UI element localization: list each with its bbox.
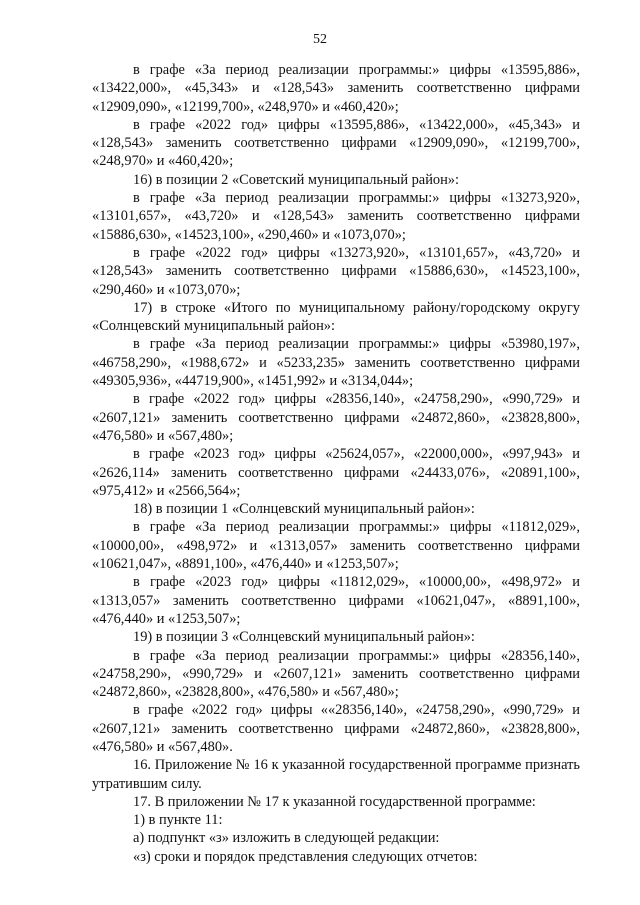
paragraph: «з) сроки и порядок представления следующих отчетов: bbox=[133, 848, 478, 865]
paragraph: 18) в позиции 1 «Солнцевский муниципальный район»: bbox=[133, 501, 475, 518]
page-number: 52 bbox=[313, 32, 327, 47]
paragraph: в графе «За период реализации программы:» цифры «11812,029», «10000,00», «498,972» и «1313,057» заменить соответственно цифрами «10621,047», «8891,100», «476,440» и «1253,507»; bbox=[92, 519, 580, 573]
paragraph: 16. Приложение № 16 к указанной государственной программе признать утратившим силу. bbox=[92, 757, 580, 792]
paragraph: в графе «За период реализации программы:» цифры «13273,920», «13101,657», «43,720» и «128,543» заменить соответственно цифрами «15886,630», «14523,100», «290,460» и «1073,070»; bbox=[92, 190, 580, 243]
paragraph: 17) в строке «Итого по муниципальному району/городскому округу «Солнцевский муниципальный район»: bbox=[92, 299, 580, 335]
paragraph: в графе «За период реализации программы:» цифры «53980,197», «46758,290», «1988,672» и «5233,235» заменить соответственно цифрами «49305,936», «44719,900», «1451,992» и «3134,044»; bbox=[92, 336, 580, 390]
paragraph: 19) в позиции 3 «Солнцевский муниципальный район»: bbox=[133, 629, 475, 646]
paragraph: в графе «2022 год» цифры «28356,140», «24758,290», «990,729» и «2607,121» заменить соответственно цифрами «24872,860», «23828,800», «476,580» и «567,480»; bbox=[92, 391, 580, 444]
paragraph: 17. В приложении № 17 к указанной государственной программе: bbox=[133, 793, 536, 810]
paragraph: в графе «За период реализации программы:» цифры «28356,140», «24758,290», «990,729» и «2607,121» заменить соответственно цифрами «24872,860», «23828,800», «476,580» и «567,480»; bbox=[92, 647, 580, 701]
paragraph: в графе «2022 год» цифры «13273,920», «13101,657», «43,720» и «128,543» заменить соответственно цифрами «15886,630», «14523,100», «290,460» и «1073,070»; bbox=[92, 244, 580, 298]
paragraph: а) подпункт «з» изложить в следующей редакции: bbox=[133, 830, 440, 847]
paragraph: в графе «2022 год» цифры «13595,886», «13422,000», «45,343» и «128,543» заменить соответственно цифрами «12909,090», «12199,700», «248,970» и «460,420»; bbox=[92, 116, 580, 170]
paragraph: 16) в позиции 2 «Советский муниципальный район»: bbox=[133, 171, 459, 188]
paragraph: в графе «За период реализации программы:» цифры «13595,886», «13422,000», «45,343» и «128,543» заменить соответственно цифрами «12909,090», «12199,700», «248,970» и «460,420»; bbox=[92, 62, 580, 115]
paragraph: в графе «2023 год» цифры «11812,029», «10000,00», «498,972» и «1313,057» заменить соответственно цифрами «10621,047», «8891,100», «476,440» и «1253,507»; bbox=[92, 574, 580, 627]
paragraph: в графе «2022 год» цифры ««28356,140», «24758,290», «990,729» и «2607,121» заменить соответственно цифрами «24872,860», «23828,800», «476,580» и «567,480». bbox=[92, 702, 580, 755]
paragraph: 1) в пункте 11: bbox=[133, 812, 223, 829]
document-body bbox=[92, 61, 580, 866]
paragraph: в графе «2023 год» цифры «25624,057», «22000,000», «997,943» и «2626,114» заменить соответственно цифрами «24433,076», «20891,100», «975,412» и «2566,564»; bbox=[92, 446, 580, 499]
